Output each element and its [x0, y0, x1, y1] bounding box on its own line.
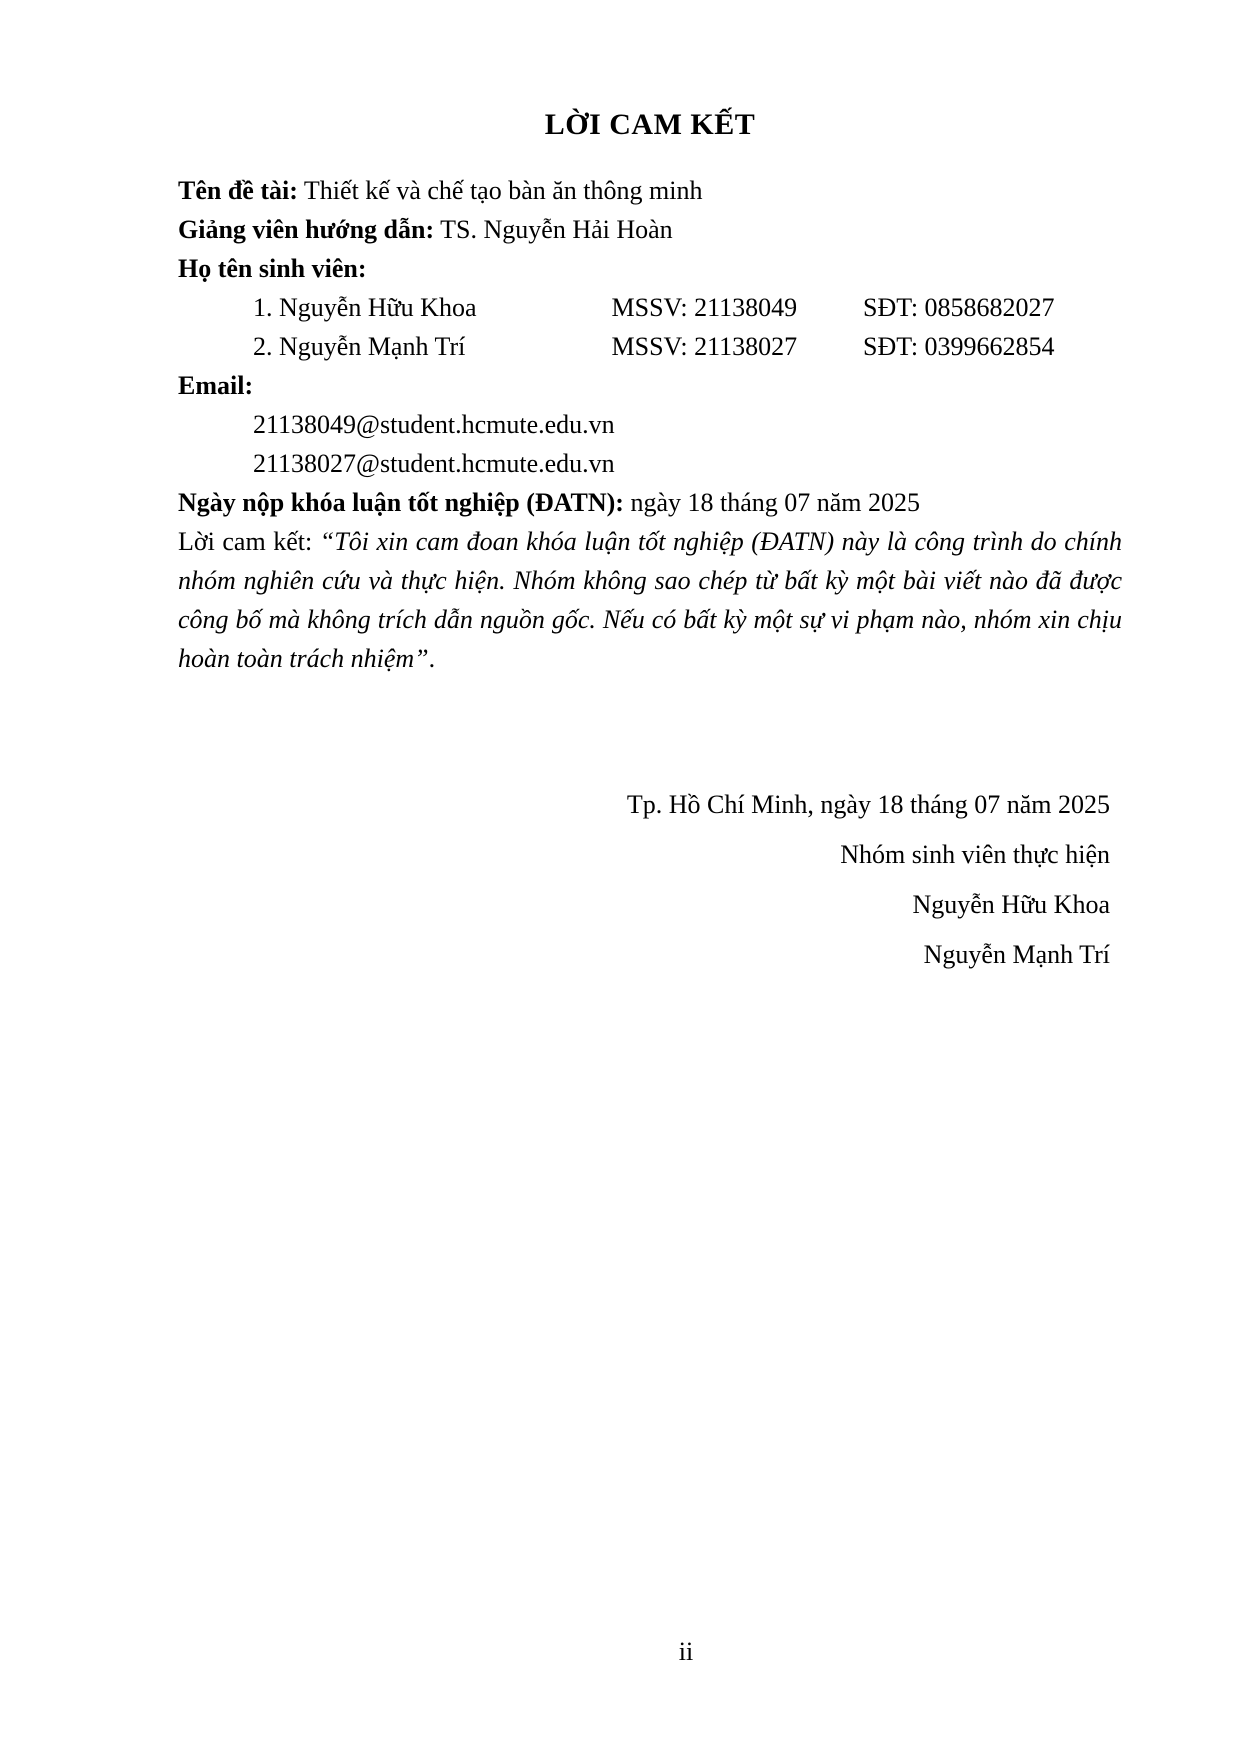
- signature-group-label: Nhóm sinh viên thực hiện: [840, 840, 1110, 869]
- email-address: 21138049@student.hcmute.edu.vn: [253, 410, 615, 439]
- page-number: ii: [678, 1637, 694, 1666]
- signature-signer: Nguyễn Hữu Khoa: [912, 890, 1110, 919]
- field-advisor-label: Giảng viên hướng dẫn:: [178, 215, 435, 244]
- field-advisor-value: TS. Nguyễn Hải Hoàn: [440, 215, 673, 244]
- submission-value: ngày 18 tháng 07 năm 2025: [630, 488, 921, 517]
- commitment-suffix: .: [428, 644, 436, 673]
- student-mssv: MSSV: 21138027: [611, 332, 798, 361]
- student-name: 1. Nguyễn Hữu Khoa: [253, 293, 477, 322]
- students-label-text: Họ tên sinh viên:: [178, 254, 367, 283]
- student-phone: SĐT: 0858682027: [863, 293, 1055, 322]
- page-content: [178, 103, 1122, 980]
- signature-place-date: Tp. Hồ Chí Minh, ngày 18 tháng 07 năm 2025: [626, 790, 1110, 819]
- field-advisor: [178, 210, 1122, 249]
- signature-signer: Nguyễn Mạnh Trí: [923, 940, 1110, 969]
- students-section-label: [178, 249, 1122, 288]
- email-section-label: [178, 366, 1122, 405]
- email-address: 21138027@student.hcmute.edu.vn: [253, 449, 615, 478]
- field-topic-value: Thiết kế và chế tạo bàn ăn thông minh: [303, 176, 703, 205]
- signature-block: [178, 780, 1122, 980]
- page-title: LỜI CAM KẾT: [544, 108, 756, 141]
- student-mssv: MSSV: 21138049: [611, 293, 798, 322]
- student-name: 2. Nguyễn Mạnh Trí: [253, 332, 466, 361]
- email-label-text: Email:: [178, 371, 254, 400]
- student-row: [178, 288, 1122, 327]
- commitment-quote: “Tôi xin cam đoan khóa luận tốt nghiệp (ĐATN) này là công trình do chính nhóm nghiên cứu và thực hiện. Nhóm không sao chép từ bất kỳ một bài viết nào đã được công bố mà không trích dẫn nguồn gốc. Nếu có bất kỳ một sự vi phạm nào, nhóm xin chịu hoàn toàn trách nhiệm”: [178, 527, 1122, 673]
- field-submission-date: [178, 483, 1122, 522]
- commitment-prefix: Lời cam kết:: [178, 527, 320, 556]
- student-row: [178, 327, 1122, 366]
- student-phone: SĐT: 0399662854: [863, 332, 1055, 361]
- field-topic-label: Tên đề tài:: [178, 176, 298, 205]
- field-topic: [178, 171, 1122, 210]
- commitment-paragraph: [178, 522, 1122, 678]
- submission-label: Ngày nộp khóa luận tốt nghiệp (ĐATN):: [178, 488, 624, 517]
